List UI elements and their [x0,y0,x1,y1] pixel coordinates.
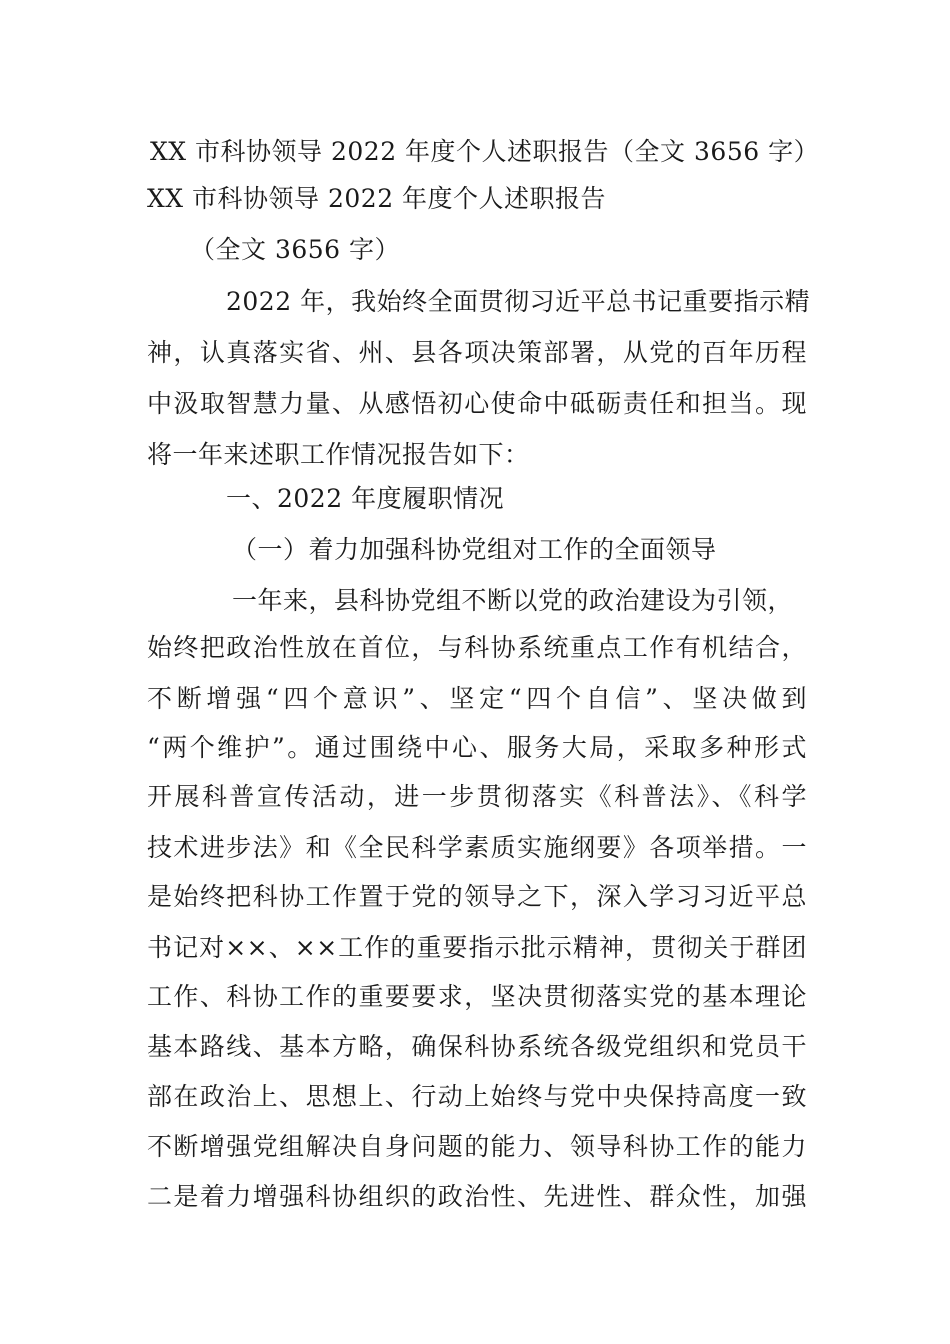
paragraph-line-6: 技术进步法》和《全民科学素质实施纲要》各项举措。一 [147,833,807,862]
paragraph-line-11: 部在政治上、思想上、行动上始终与党中央保持高度一致 [147,1082,807,1111]
paragraph-line-3: 不断增强“四个意识”、坚定“四个自信”、坚决做到 [147,684,807,713]
subsection-heading: （一）着力加强科协党组对工作的全面领导 [232,535,717,564]
intro-line-3: 中汲取智慧力量、从感悟初心使命中砥砺责任和担当。现 [147,389,807,418]
word-count-note: （全文 3656 字） [190,235,401,264]
paragraph-line-7: 是始终把科协工作置于党的领导之下，深入学习习近平总 [147,882,807,911]
document-title-line: XX 市科协领导 2022 年度个人述职报告（全文 3656 字） [150,137,820,166]
document-heading: XX 市科协领导 2022 年度个人述职报告 [147,184,607,213]
intro-line-4: 将一年来述职工作情况报告如下： [147,440,530,469]
section-heading: 一、2022 年度履职情况 [226,484,505,513]
paragraph-line-5: 开展科普宣传活动，进一步贯彻落实《科普法》、《科学 [147,782,807,811]
paragraph-line-1: 一年来，县科协党组不断以党的政治建设为引领， [232,586,794,615]
paragraph-line-13: 二是着力增强科协组织的政治性、先进性、群众性，加强 [147,1182,807,1211]
intro-line-1: 2022 年，我始终全面贯彻习近平总书记重要指示精 [226,287,811,316]
paragraph-line-4: “两个维护”。通过围绕中心、服务大局，采取多种形式 [147,733,807,762]
paragraph-line-10: 基本路线、基本方略，确保科协系统各级党组织和党员干 [147,1032,807,1061]
intro-line-2: 神，认真落实省、州、县各项决策部署，从党的百年历程 [147,338,807,367]
paragraph-line-9: 工作、科协工作的重要要求，坚决贯彻落实党的基本理论 [147,982,807,1011]
paragraph-line-12: 不断增强党组解决自身问题的能力、领导科协工作的能力 [147,1132,807,1161]
paragraph-line-8: 书记对××、××工作的重要指示批示精神，贯彻关于群团 [147,933,807,962]
paragraph-line-2: 始终把政治性放在首位，与科协系统重点工作有机结合， [147,633,807,662]
